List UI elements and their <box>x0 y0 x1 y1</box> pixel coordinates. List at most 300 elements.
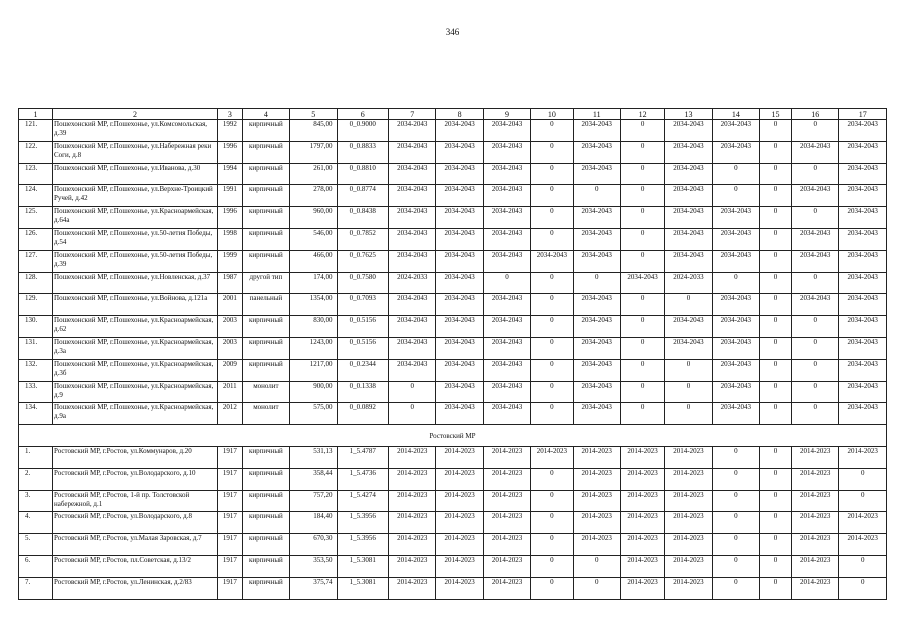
table-cell: 2034-2043 <box>665 163 712 185</box>
table-cell: 2014-2023 <box>792 577 839 599</box>
table-cell: 0 <box>620 250 664 272</box>
table-cell: 0 <box>620 185 664 207</box>
table-cell: 0 <box>620 359 664 381</box>
row-number-cell: 124. <box>19 185 53 207</box>
table-cell: 0 <box>620 337 664 359</box>
table-cell: 0 <box>760 534 792 556</box>
table-row <box>19 272 887 294</box>
table-cell: 2034-2043 <box>436 120 483 142</box>
address-cell: Ростовский МР, г.Ростов, ул.Малая Заровская, д.7 <box>53 534 218 556</box>
table-cell: 2003 <box>217 316 242 338</box>
table-cell: 0 <box>573 272 620 294</box>
table-cell: 0 <box>573 577 620 599</box>
table-cell: 2014-2023 <box>792 534 839 556</box>
table-cell: 2034-2043 <box>389 163 436 185</box>
poshekhonsky-rows <box>19 120 887 425</box>
table-cell: 2014-2023 <box>436 555 483 577</box>
address-cell: Пошехонский МР, г.Пошехонье, ул.Красноармейская, д.3а <box>53 337 218 359</box>
table-cell: 2034-2043 <box>573 294 620 316</box>
table-cell: 2014-2023 <box>436 534 483 556</box>
table-cell: 0 <box>531 381 573 403</box>
table-cell: 0 <box>712 468 759 490</box>
column-number-cell: 5 <box>290 109 337 120</box>
table-cell: 2034-2043 <box>839 272 887 294</box>
row-number-cell: 122. <box>19 141 53 163</box>
table-cell: 0_0.7580 <box>337 272 389 294</box>
table-cell: 0_0.8438 <box>337 207 389 229</box>
table-cell: 2014-2023 <box>389 555 436 577</box>
table-cell: 2034-2043 <box>483 185 530 207</box>
table-cell: 2014-2023 <box>792 446 839 468</box>
table-cell: 2034-2043 <box>389 337 436 359</box>
table-cell: 174,00 <box>290 272 337 294</box>
table-cell: 0 <box>760 316 792 338</box>
table-cell: кирпичный <box>242 534 289 556</box>
table-cell: 0 <box>531 141 573 163</box>
table-cell: 2034-2043 <box>573 316 620 338</box>
address-cell: Пошехонский МР, г.Пошехонье, ул.Красноармейская, д.64а <box>53 207 218 229</box>
table-cell: 2014-2023 <box>483 577 530 599</box>
table-cell: 0 <box>389 403 436 425</box>
table-cell: 2034-2043 <box>712 294 759 316</box>
table-cell: 900,00 <box>290 381 337 403</box>
row-number-cell: 121. <box>19 120 53 142</box>
row-number-cell: 3. <box>19 490 53 512</box>
table-cell: 0 <box>531 555 573 577</box>
table-cell: 1217,00 <box>290 359 337 381</box>
table-cell: 2001 <box>217 294 242 316</box>
table-cell: 0 <box>760 163 792 185</box>
table-cell: 2034-2043 <box>839 120 887 142</box>
table-cell: 2034-2043 <box>389 250 436 272</box>
table-cell: 0 <box>665 403 712 425</box>
table-cell: 0 <box>839 468 887 490</box>
table-cell: 2034-2043 <box>573 381 620 403</box>
table-cell: 2003 <box>217 337 242 359</box>
table-cell: 2034-2043 <box>483 141 530 163</box>
table-cell: 2014-2023 <box>839 534 887 556</box>
table-cell: 0 <box>531 534 573 556</box>
table-cell: 531,13 <box>290 446 337 468</box>
table-cell: 2034-2043 <box>665 207 712 229</box>
table-row <box>19 207 887 229</box>
table-cell: 2014-2023 <box>620 446 664 468</box>
table-cell: 2034-2043 <box>712 359 759 381</box>
housing-registry-table <box>18 108 887 600</box>
table-cell: 0 <box>792 381 839 403</box>
address-cell: Ростовский МР, г.Ростов, ул.Ленинская, д.2/83 <box>53 577 218 599</box>
table-cell: 2034-2043 <box>573 207 620 229</box>
table-cell: кирпичный <box>242 120 289 142</box>
column-number-cell: 6 <box>337 109 389 120</box>
table-cell: 353,50 <box>290 555 337 577</box>
table-cell: 2034-2043 <box>665 337 712 359</box>
row-number-cell: 6. <box>19 555 53 577</box>
table-cell: 2034-2043 <box>620 272 664 294</box>
column-number-cell: 13 <box>665 109 712 120</box>
table-cell: 2014-2023 <box>436 468 483 490</box>
table-cell: 2014-2023 <box>573 446 620 468</box>
table-cell: 2034-2043 <box>389 141 436 163</box>
column-number-cell: 14 <box>712 109 759 120</box>
table-cell: кирпичный <box>242 316 289 338</box>
table-cell: 2014-2023 <box>620 555 664 577</box>
table-cell: 0 <box>839 577 887 599</box>
table-row <box>19 555 887 577</box>
table-cell: 1354,00 <box>290 294 337 316</box>
section-row <box>19 425 887 447</box>
table-cell: 1917 <box>217 446 242 468</box>
table-cell: 2014-2023 <box>620 490 664 512</box>
table-cell: 0 <box>712 512 759 534</box>
table-cell: 0 <box>792 120 839 142</box>
table-cell: 2034-2043 <box>436 163 483 185</box>
table-cell: 0 <box>531 577 573 599</box>
table-cell: 2034-2043 <box>792 185 839 207</box>
table-cell: 2014-2023 <box>839 446 887 468</box>
table-cell: 2034-2043 <box>712 120 759 142</box>
table-cell: 2034-2043 <box>531 250 573 272</box>
table-row <box>19 512 887 534</box>
table-cell: 0 <box>760 555 792 577</box>
table-cell: 2014-2023 <box>792 490 839 512</box>
table-cell: 2034-2043 <box>573 228 620 250</box>
table-cell: 2014-2023 <box>792 468 839 490</box>
table-cell: 2034-2043 <box>839 381 887 403</box>
table-cell: 261,00 <box>290 163 337 185</box>
table-cell: 0 <box>483 272 530 294</box>
address-cell: Ростовский МР, г.Ростов, ул.Володарского, д.8 <box>53 512 218 534</box>
table-cell: 2034-2043 <box>436 403 483 425</box>
table-cell: 0 <box>531 468 573 490</box>
table-cell: 0 <box>531 512 573 534</box>
table-cell: 2014-2023 <box>665 490 712 512</box>
table-cell: 0 <box>531 316 573 338</box>
table-cell: 845,00 <box>290 120 337 142</box>
table-row <box>19 120 887 142</box>
table-cell: 1_5.3081 <box>337 577 389 599</box>
table-cell: 0 <box>760 337 792 359</box>
table-cell: 2014-2023 <box>389 468 436 490</box>
column-number-cell: 3 <box>217 109 242 120</box>
table-cell: 0_0.9000 <box>337 120 389 142</box>
column-number-cell: 11 <box>573 109 620 120</box>
table-cell: 2014-2023 <box>665 534 712 556</box>
table-cell: 0 <box>531 120 573 142</box>
table-cell: 2034-2043 <box>573 120 620 142</box>
address-cell: Пошехонский МР, г.Пошехонье, ул.Набережная реки Соги, д.8 <box>53 141 218 163</box>
rostovsky-rows <box>19 446 887 599</box>
table-cell: 0 <box>760 468 792 490</box>
table-cell: 2034-2043 <box>712 250 759 272</box>
table-cell: 2034-2043 <box>389 294 436 316</box>
table-row <box>19 403 887 425</box>
table-cell: 0 <box>620 403 664 425</box>
table-cell: 0 <box>839 490 887 512</box>
table-cell: кирпичный <box>242 337 289 359</box>
table-cell: 0_0.8810 <box>337 163 389 185</box>
table-cell: 2034-2043 <box>839 294 887 316</box>
table-cell: 0 <box>620 381 664 403</box>
table-cell: 1797,00 <box>290 141 337 163</box>
table-cell: 0 <box>712 446 759 468</box>
table-cell: 0 <box>620 294 664 316</box>
column-number-cell: 15 <box>760 109 792 120</box>
table-cell: 2014-2023 <box>665 468 712 490</box>
row-number-cell: 123. <box>19 163 53 185</box>
table-cell: 575,00 <box>290 403 337 425</box>
table-cell: 2034-2043 <box>483 359 530 381</box>
table-cell: 0 <box>531 228 573 250</box>
column-number-cell: 1 <box>19 109 53 120</box>
table-cell: 2034-2043 <box>665 120 712 142</box>
table-cell: 1917 <box>217 490 242 512</box>
table-cell: другой тип <box>242 272 289 294</box>
column-number-cell: 9 <box>483 109 530 120</box>
column-number-cell: 16 <box>792 109 839 120</box>
table-cell: 2034-2043 <box>839 250 887 272</box>
table-cell: 2014-2023 <box>792 512 839 534</box>
table-cell: 2034-2043 <box>436 185 483 207</box>
page-number: 346 <box>445 27 460 37</box>
table-cell: 2034-2043 <box>436 272 483 294</box>
table-cell: 2034-2043 <box>665 316 712 338</box>
row-number-cell: 131. <box>19 337 53 359</box>
table-cell: 0 <box>712 555 759 577</box>
address-cell: Пошехонский МР, г.Пошехонье, ул.Иванова, д.30 <box>53 163 218 185</box>
address-cell: Пошехонский МР, г.Пошехонье, ул.Войнова, д.121а <box>53 294 218 316</box>
table-cell: 2034-2043 <box>792 141 839 163</box>
table-cell: 2034-2043 <box>712 228 759 250</box>
address-cell: Пошехонский МР, г.Пошехонье, ул.50-летия Победы, д.54 <box>53 228 218 250</box>
table-cell: 2014-2023 <box>620 534 664 556</box>
table-cell: 2014-2023 <box>620 512 664 534</box>
table-cell: 2034-2043 <box>436 359 483 381</box>
table-cell: 0 <box>760 228 792 250</box>
table-cell: 0 <box>760 490 792 512</box>
table-cell: 0 <box>531 272 573 294</box>
table-row <box>19 534 887 556</box>
table-cell: 2014-2023 <box>436 577 483 599</box>
table-cell: 0 <box>389 381 436 403</box>
table-cell: кирпичный <box>242 446 289 468</box>
table-cell: 2014-2023 <box>436 512 483 534</box>
row-number-cell: 133. <box>19 381 53 403</box>
table-cell: 2014-2023 <box>839 512 887 534</box>
table-cell: 0 <box>760 207 792 229</box>
table-cell: 2034-2043 <box>665 141 712 163</box>
row-number-cell: 2. <box>19 468 53 490</box>
table-cell: 0 <box>760 577 792 599</box>
table-cell: 0 <box>531 337 573 359</box>
table-cell: 0_0.8774 <box>337 185 389 207</box>
table-row <box>19 381 887 403</box>
table-cell: 0 <box>792 272 839 294</box>
table-cell: 2034-2043 <box>839 141 887 163</box>
table-cell: 2014-2023 <box>531 446 573 468</box>
table-cell: 2034-2043 <box>712 141 759 163</box>
table-cell: 1_5.3081 <box>337 555 389 577</box>
address-cell: Пошехонский МР, г.Пошехонье, ул.Новленская, д.37 <box>53 272 218 294</box>
table-cell: 0 <box>573 555 620 577</box>
table-row <box>19 141 887 163</box>
table-cell: кирпичный <box>242 490 289 512</box>
table-cell: монолит <box>242 381 289 403</box>
table-cell: 2014-2023 <box>436 446 483 468</box>
table-row <box>19 316 887 338</box>
table-row <box>19 577 887 599</box>
table-cell: 2014-2023 <box>389 577 436 599</box>
table-cell: 2034-2043 <box>436 337 483 359</box>
table-cell: 1_5.4736 <box>337 468 389 490</box>
table-cell: 2014-2023 <box>483 512 530 534</box>
table-cell: 184,40 <box>290 512 337 534</box>
table-cell: 2014-2023 <box>389 512 436 534</box>
table-cell: 2034-2043 <box>436 316 483 338</box>
table-cell: 0 <box>531 403 573 425</box>
table-cell: 2034-2043 <box>436 141 483 163</box>
table-cell: 2034-2043 <box>839 228 887 250</box>
table-cell: 2014-2023 <box>483 490 530 512</box>
table-cell: 2034-2043 <box>573 337 620 359</box>
table-cell: 2009 <box>217 359 242 381</box>
address-cell: Пошехонский МР, г.Пошехонье, ул.Красноармейская, д.9а <box>53 403 218 425</box>
table-cell: кирпичный <box>242 185 289 207</box>
table-cell: 0 <box>712 490 759 512</box>
table-cell: 0 <box>712 534 759 556</box>
table-cell: 2012 <box>217 403 242 425</box>
column-number-cell: 8 <box>436 109 483 120</box>
table-cell: 1998 <box>217 228 242 250</box>
table-row <box>19 163 887 185</box>
table-cell: 0 <box>573 185 620 207</box>
table-cell: 278,00 <box>290 185 337 207</box>
table-cell: 2034-2043 <box>483 250 530 272</box>
table-cell: 2034-2043 <box>389 228 436 250</box>
table-cell: 0_0.1338 <box>337 381 389 403</box>
table-cell: 2034-2043 <box>389 207 436 229</box>
table-cell: 0 <box>620 120 664 142</box>
table-cell: кирпичный <box>242 228 289 250</box>
table-row <box>19 490 887 512</box>
table-cell: 0 <box>712 272 759 294</box>
section-title: Ростовский МР <box>19 425 887 447</box>
table-cell: 2034-2043 <box>792 250 839 272</box>
table-row <box>19 446 887 468</box>
table-cell: 2014-2023 <box>665 555 712 577</box>
table-row <box>19 185 887 207</box>
table-cell: 2034-2043 <box>483 163 530 185</box>
table-cell: 0 <box>531 359 573 381</box>
table-cell: 2034-2043 <box>712 403 759 425</box>
table-cell: 2034-2043 <box>792 294 839 316</box>
table-cell: 1243,00 <box>290 337 337 359</box>
table-cell: 2034-2043 <box>389 316 436 338</box>
table-cell: 0 <box>760 250 792 272</box>
table-cell: 0 <box>712 163 759 185</box>
table-cell: 2034-2043 <box>483 337 530 359</box>
table-cell: 0 <box>760 381 792 403</box>
table-cell: 0 <box>620 207 664 229</box>
table-cell: 546,00 <box>290 228 337 250</box>
table-cell: 2034-2043 <box>665 185 712 207</box>
column-number-cell: 2 <box>53 109 218 120</box>
address-cell: Пошехонский МР, г.Пошехонье, ул.50-летия Победы, д.39 <box>53 250 218 272</box>
row-number-cell: 125. <box>19 207 53 229</box>
table-cell: 2034-2043 <box>792 228 839 250</box>
table-cell: 2034-2043 <box>483 294 530 316</box>
table-cell: 2024-2033 <box>665 272 712 294</box>
row-number-cell: 128. <box>19 272 53 294</box>
address-cell: Пошехонский МР, г.Пошехонье, ул.Красноармейская, д.3б <box>53 359 218 381</box>
address-cell: Ростовский МР, г.Ростов, ул.Володарского, д.10 <box>53 468 218 490</box>
table-row <box>19 468 887 490</box>
table-cell: 1917 <box>217 468 242 490</box>
table-cell: 2034-2043 <box>839 185 887 207</box>
table-cell: 0_0.5156 <box>337 337 389 359</box>
column-numbers-row <box>19 109 887 120</box>
address-cell: Ростовский МР, г.Ростов, 1-й пр. Толстовской набережной, д.1 <box>53 490 218 512</box>
table-cell: 2014-2023 <box>665 577 712 599</box>
table-cell: 2034-2043 <box>436 381 483 403</box>
table-cell: 0 <box>839 555 887 577</box>
table-cell: 0 <box>760 185 792 207</box>
table-cell: 0 <box>712 185 759 207</box>
table-cell: кирпичный <box>242 577 289 599</box>
table-cell: 0 <box>712 577 759 599</box>
table-cell: 1_5.4787 <box>337 446 389 468</box>
table-cell: 1994 <box>217 163 242 185</box>
table-cell: 2034-2043 <box>712 316 759 338</box>
table-row <box>19 359 887 381</box>
column-number-cell: 17 <box>839 109 887 120</box>
table-cell: 2014-2023 <box>389 446 436 468</box>
address-cell: Пошехонский МР, г.Пошехонье, ул.Красноармейская, д.62 <box>53 316 218 338</box>
table-cell: 2034-2043 <box>839 163 887 185</box>
table-cell: 0 <box>792 316 839 338</box>
table-cell: 2034-2043 <box>483 316 530 338</box>
row-number-cell: 134. <box>19 403 53 425</box>
address-cell: Пошехонский МР, г.Пошехонье, ул.Комсомольская, д.39 <box>53 120 218 142</box>
table-cell: 2034-2043 <box>389 120 436 142</box>
table-cell: 2014-2023 <box>483 534 530 556</box>
table-cell: 2034-2043 <box>389 185 436 207</box>
table-cell: 0 <box>531 490 573 512</box>
table-cell: 1987 <box>217 272 242 294</box>
table-cell: 2014-2023 <box>665 446 712 468</box>
table-cell: 0_0.8833 <box>337 141 389 163</box>
table-cell: 2034-2043 <box>839 337 887 359</box>
table-cell: 2034-2043 <box>436 250 483 272</box>
table-cell: 2034-2043 <box>573 141 620 163</box>
table-cell: 0_0.5156 <box>337 316 389 338</box>
row-number-cell: 129. <box>19 294 53 316</box>
table-cell: 2034-2043 <box>573 250 620 272</box>
column-number-cell: 7 <box>389 109 436 120</box>
table-cell: 2034-2043 <box>839 403 887 425</box>
table-cell: 2034-2043 <box>712 381 759 403</box>
table-cell: 2014-2023 <box>389 490 436 512</box>
table-cell: 0 <box>531 294 573 316</box>
table-cell: 0 <box>760 120 792 142</box>
table-cell: 1999 <box>217 250 242 272</box>
table-cell: 2014-2023 <box>573 534 620 556</box>
table-cell: 960,00 <box>290 207 337 229</box>
row-number-cell: 126. <box>19 228 53 250</box>
table-cell: 0 <box>760 294 792 316</box>
table-cell: 2014-2023 <box>483 468 530 490</box>
table-cell: 2024-2033 <box>389 272 436 294</box>
